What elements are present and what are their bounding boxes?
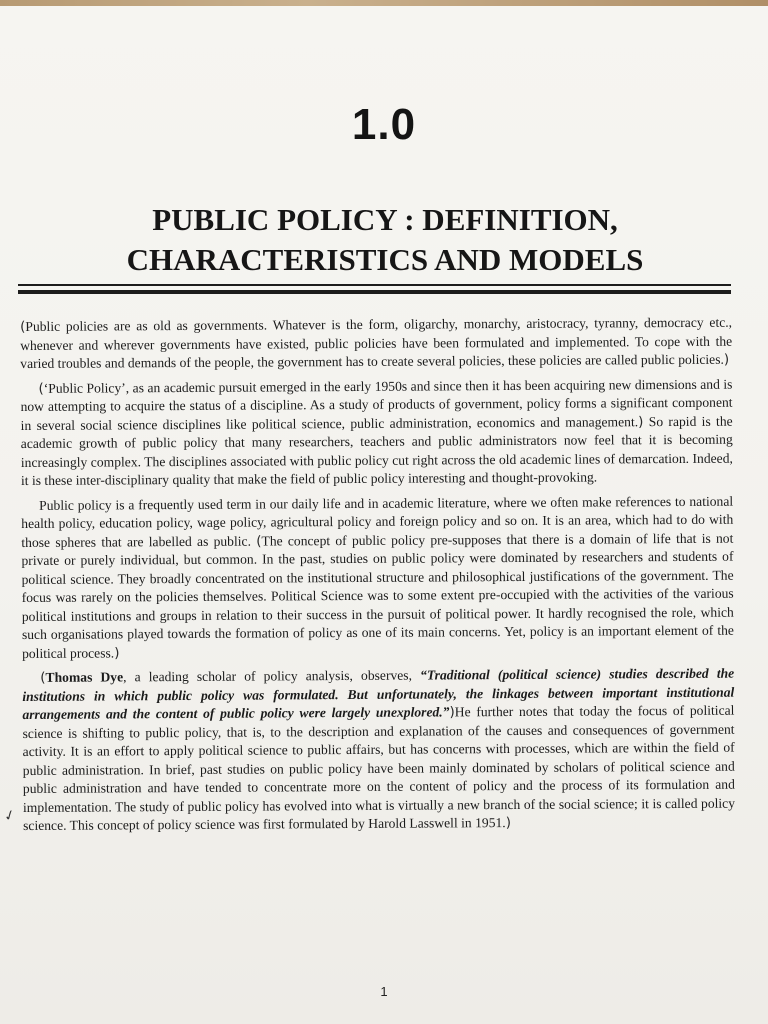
author-name: Thomas Dye (45, 669, 124, 685)
handwritten-open-bracket: ( (40, 669, 46, 686)
paragraph-4 (22, 665, 735, 836)
chapter-body (20, 314, 735, 842)
paragraph-4-intro: , a leading scholar of policy analysis, observes, (123, 667, 421, 685)
margin-check-mark: ✓ (1, 806, 19, 826)
handwritten-close-bracket: ) (638, 413, 644, 430)
handwritten-open-bracket: ( (38, 380, 44, 397)
page-top-edge (0, 0, 768, 6)
paragraph-4-text: He further notes that today the focus of political science is shifting to public policy, that is, to the description and explanation of the causes and consequences of government activity. It is an effort to apply political science to public affairs, but has concerns with processes, which are within the field of public administration. In brief, past studies on public policy have been mainly dominated by scholars of political science and public administration and have tended to concentrate more on the content of policy and the process of its formulation and implementation. The study of public policy has evolved into what is virtually a new branch of the social science; it is called policy science. This concept of policy science was first formulated by Harold Lasswell in 1951. (22, 702, 736, 833)
paragraph-1-text: Public policies are as old as governments. Whatever is the form, oligarchy, monarchy, aristocracy, tyranny, democracy etc., whenever and wherever governments have existed, public policies have been formulated and implemented. To cope with the varied troubles and demands of the people, the government has to create several policies, these policies are called public policies. (20, 314, 733, 371)
chapter-title (40, 200, 730, 280)
handwritten-close-bracket: ) (723, 351, 730, 368)
paragraph-2-text-a: ‘Public Policy’, as an academic pursuit emerged in the early 1950s and since then it has been acquiring new dimensions and is now attempting to acquire the status of a discipline. As a study of products of government, policy forms a significant component in several social science disciplines like political science, public administration, economics and management. (20, 376, 733, 433)
paragraph-3-text-a: Public policy is a frequently used term in our daily life and in academic literature, where we often make references to national health policy, education policy, wage policy, agricultural policy and foreign policy and so on. It is an area, which had to do with those spheres that are labelled as public. (21, 493, 734, 550)
handwritten-close-bracket: ) (505, 815, 512, 832)
paragraph-2 (20, 375, 733, 490)
handwritten-close-bracket: ) (114, 644, 120, 661)
title-rule-thin (18, 284, 731, 286)
handwritten-close-bracket: ) (449, 704, 455, 721)
chapter-title-line-1: PUBLIC POLICY : DEFINITION, (152, 202, 618, 237)
chapter-title-line-2: CHARACTERISTICS AND MODELS (126, 242, 644, 277)
dye-quote: “Traditional (political science) studies described the institutions in which public policy was formulated. But unfortunately, the linkages between important institutional arrangements and the content of public policy were largely unexplored.” (22, 665, 735, 722)
handwritten-open-bracket: ( (20, 318, 26, 335)
paragraph-2-text-b: So rapid is the academic growth of public policy that many researchers, teachers and public administrators now feel that it is becoming increasingly complex. The disciplines associated with public policy cut right across the old academic lines of demarcation. Indeed, it is these inter-disciplinary quality that make the field of public policy interesting and thought-provoking. (20, 413, 733, 488)
page-number: 1 (380, 984, 388, 999)
title-rule-thick (18, 290, 731, 294)
paragraph-3 (21, 492, 734, 663)
paragraph-3-text-b: The concept of public policy pre-supposes that there is a domain of life that is not private or purely individual, but common. In the past, studies on public policy were dominated by researchers and students of political science. They broadly concentrated on the institutional structure and philosophical justifications of the government. The focus was rarely on the policies themselves. Political Science was to some extent pre-occupied with the activities of the various political institutions and groups in relation to their success in the pursuit of political power. It hardly recognised the role, which such organisations played towards the formation of policy as one of its main concerns. Yet, policy is an important element of the political process. (21, 530, 734, 661)
paragraph-1 (20, 314, 732, 374)
chapter-number: 1.0 (351, 100, 417, 149)
handwritten-open-bracket: ( (256, 533, 262, 550)
